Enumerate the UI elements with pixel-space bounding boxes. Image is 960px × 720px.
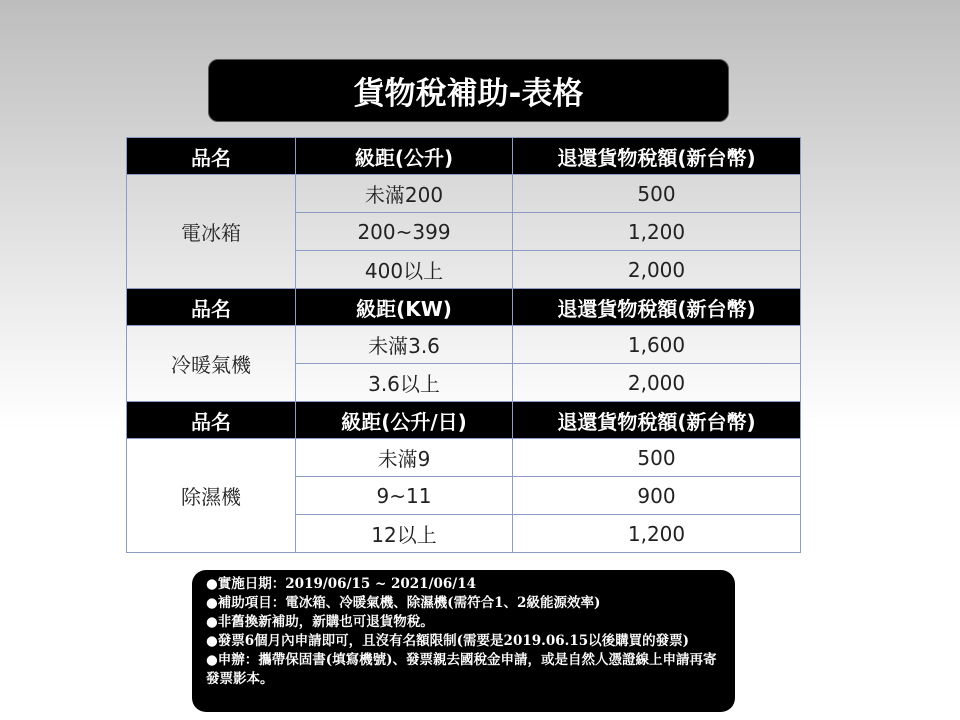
subsidy-table bbox=[126, 137, 801, 553]
product-name-cell: 除濕機 bbox=[127, 439, 296, 553]
table-row bbox=[127, 326, 801, 364]
header-product-name: 品名 bbox=[127, 289, 296, 326]
note-subsidy-items: ●補助項目：電冰箱、冷暖氣機、除濕機(需符合1、2級能源效率) bbox=[206, 595, 601, 611]
product-name-cell: 冷暖氣機 bbox=[127, 326, 296, 402]
range-cell: 9~11 bbox=[296, 477, 513, 515]
table-header-row bbox=[127, 402, 801, 439]
table-header-row bbox=[127, 289, 801, 326]
header-range: 級距(KW) bbox=[296, 289, 513, 326]
header-range: 級距(公升) bbox=[296, 138, 513, 175]
refund-cell: 2,000 bbox=[513, 364, 801, 402]
refund-cell: 1,200 bbox=[513, 213, 801, 251]
refund-cell: 1,600 bbox=[513, 326, 801, 364]
header-range: 級距(公升/日) bbox=[296, 402, 513, 439]
header-refund: 退還貨物稅額(新台幣) bbox=[513, 289, 801, 326]
range-cell: 200~399 bbox=[296, 213, 513, 251]
note-implementation-date: ●實施日期：2019/06/15 ~ 2021/06/14 bbox=[206, 576, 477, 592]
table-row bbox=[127, 439, 801, 477]
range-cell: 12以上 bbox=[296, 515, 513, 553]
header-product-name: 品名 bbox=[127, 138, 296, 175]
note-invoice-deadline: ●發票6個月內申請即可，且沒有名額限制(需要是2019.06.15以後購買的發票) bbox=[206, 633, 689, 649]
header-refund: 退還貨物稅額(新台幣) bbox=[513, 402, 801, 439]
product-name-cell: 電冰箱 bbox=[127, 175, 296, 289]
note-application: ●申辦：攜帶保固書(填寫機號)、發票親去國稅金申請，或是自然人憑證線上申請再寄發票影本。 bbox=[206, 652, 717, 687]
note-new-purchase: ●非舊換新補助，新購也可退貨物稅。 bbox=[206, 614, 434, 630]
range-cell: 未滿200 bbox=[296, 175, 513, 213]
page-title: 貨物稅補助-表格 bbox=[208, 59, 729, 122]
refund-cell: 900 bbox=[513, 477, 801, 515]
range-cell: 未滿3.6 bbox=[296, 326, 513, 364]
notes-box bbox=[192, 570, 735, 712]
range-cell: 400以上 bbox=[296, 251, 513, 289]
refund-cell: 2,000 bbox=[513, 251, 801, 289]
header-refund: 退還貨物稅額(新台幣) bbox=[513, 138, 801, 175]
refund-cell: 500 bbox=[513, 175, 801, 213]
header-product-name: 品名 bbox=[127, 402, 296, 439]
table-row bbox=[127, 175, 801, 213]
range-cell: 未滿9 bbox=[296, 439, 513, 477]
range-cell: 3.6以上 bbox=[296, 364, 513, 402]
refund-cell: 1,200 bbox=[513, 515, 801, 553]
table-header-row bbox=[127, 138, 801, 175]
refund-cell: 500 bbox=[513, 439, 801, 477]
